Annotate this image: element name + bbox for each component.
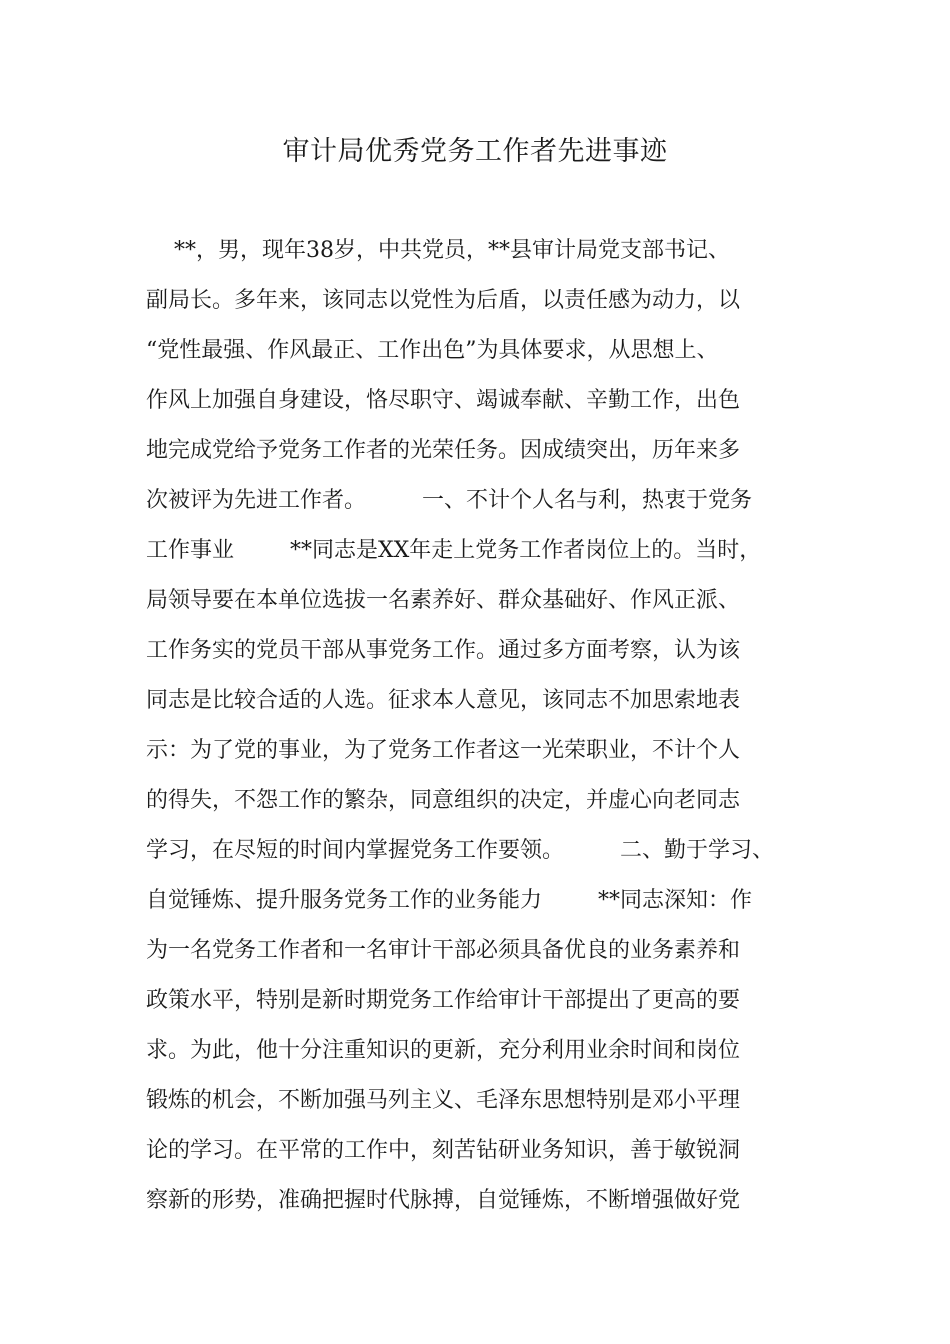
- body-line: 为一名党务工作者和一名审计干部必须具备优良的业务素养和: [146, 938, 741, 963]
- body-line: 政策水平，特别是新时期党务工作给审计干部提出了更高的要: [146, 988, 741, 1013]
- body-line: 锻炼的机会，不断加强马列主义、毛泽东思想特别是邓小平理: [146, 1088, 741, 1113]
- body-line: 的得失，不怨工作的繁杂，同意组织的决定，并虚心向老同志: [146, 788, 741, 813]
- body-line: 论的学习。在平常的工作中，刻苦钻研业务知识，善于敏锐洞: [146, 1138, 741, 1163]
- body-line: “党性最强、作风最正、工作出色”为具体要求，从思想上、: [146, 338, 719, 363]
- body-line: 示：为了党的事业，为了党务工作者这一光荣职业，不计个人: [146, 738, 741, 763]
- body-line: 工作事业 **同志是XX年走上党务工作者岗位上的。当时，: [146, 538, 762, 563]
- body-line: 局领导要在本单位选拔一名素养好、群众基础好、作风正派、: [146, 588, 741, 613]
- document-title: 审计局优秀党务工作者先进事迹: [282, 136, 668, 167]
- body-line: 作风上加强自身建设，恪尽职守、竭诚奉献、辛勤工作，出色: [146, 388, 741, 413]
- body-line: **，男，现年38岁，中共党员，**县审计局党支部书记、: [146, 238, 730, 263]
- body-line: 次被评为先进工作者。 一、不计个人名与利，热衷于党务: [146, 488, 752, 513]
- body-line: 副局长。多年来，该同志以党性为后盾，以责任感为动力，以: [146, 288, 741, 313]
- body-line: 同志是比较合适的人选。征求本人意见，该同志不加思索地表: [146, 688, 741, 713]
- body-line: 学习，在尽短的时间内掌握党务工作要领。 二、勤于学习、: [146, 838, 774, 863]
- body-line: 察新的形势，准确把握时代脉搏，自觉锤炼，不断增强做好党: [146, 1188, 741, 1213]
- body-line: 工作务实的党员干部从事党务工作。通过多方面考察，认为该: [146, 638, 741, 663]
- body-line: 自觉锤炼、提升服务党务工作的业务能力 **同志深知：作: [146, 888, 752, 913]
- body-line: 地完成党给予党务工作者的光荣任务。因成绩突出，历年来多: [146, 438, 741, 463]
- document-body: [146, 226, 826, 1226]
- body-line: 求。为此，他十分注重知识的更新，充分利用业余时间和岗位: [146, 1038, 741, 1063]
